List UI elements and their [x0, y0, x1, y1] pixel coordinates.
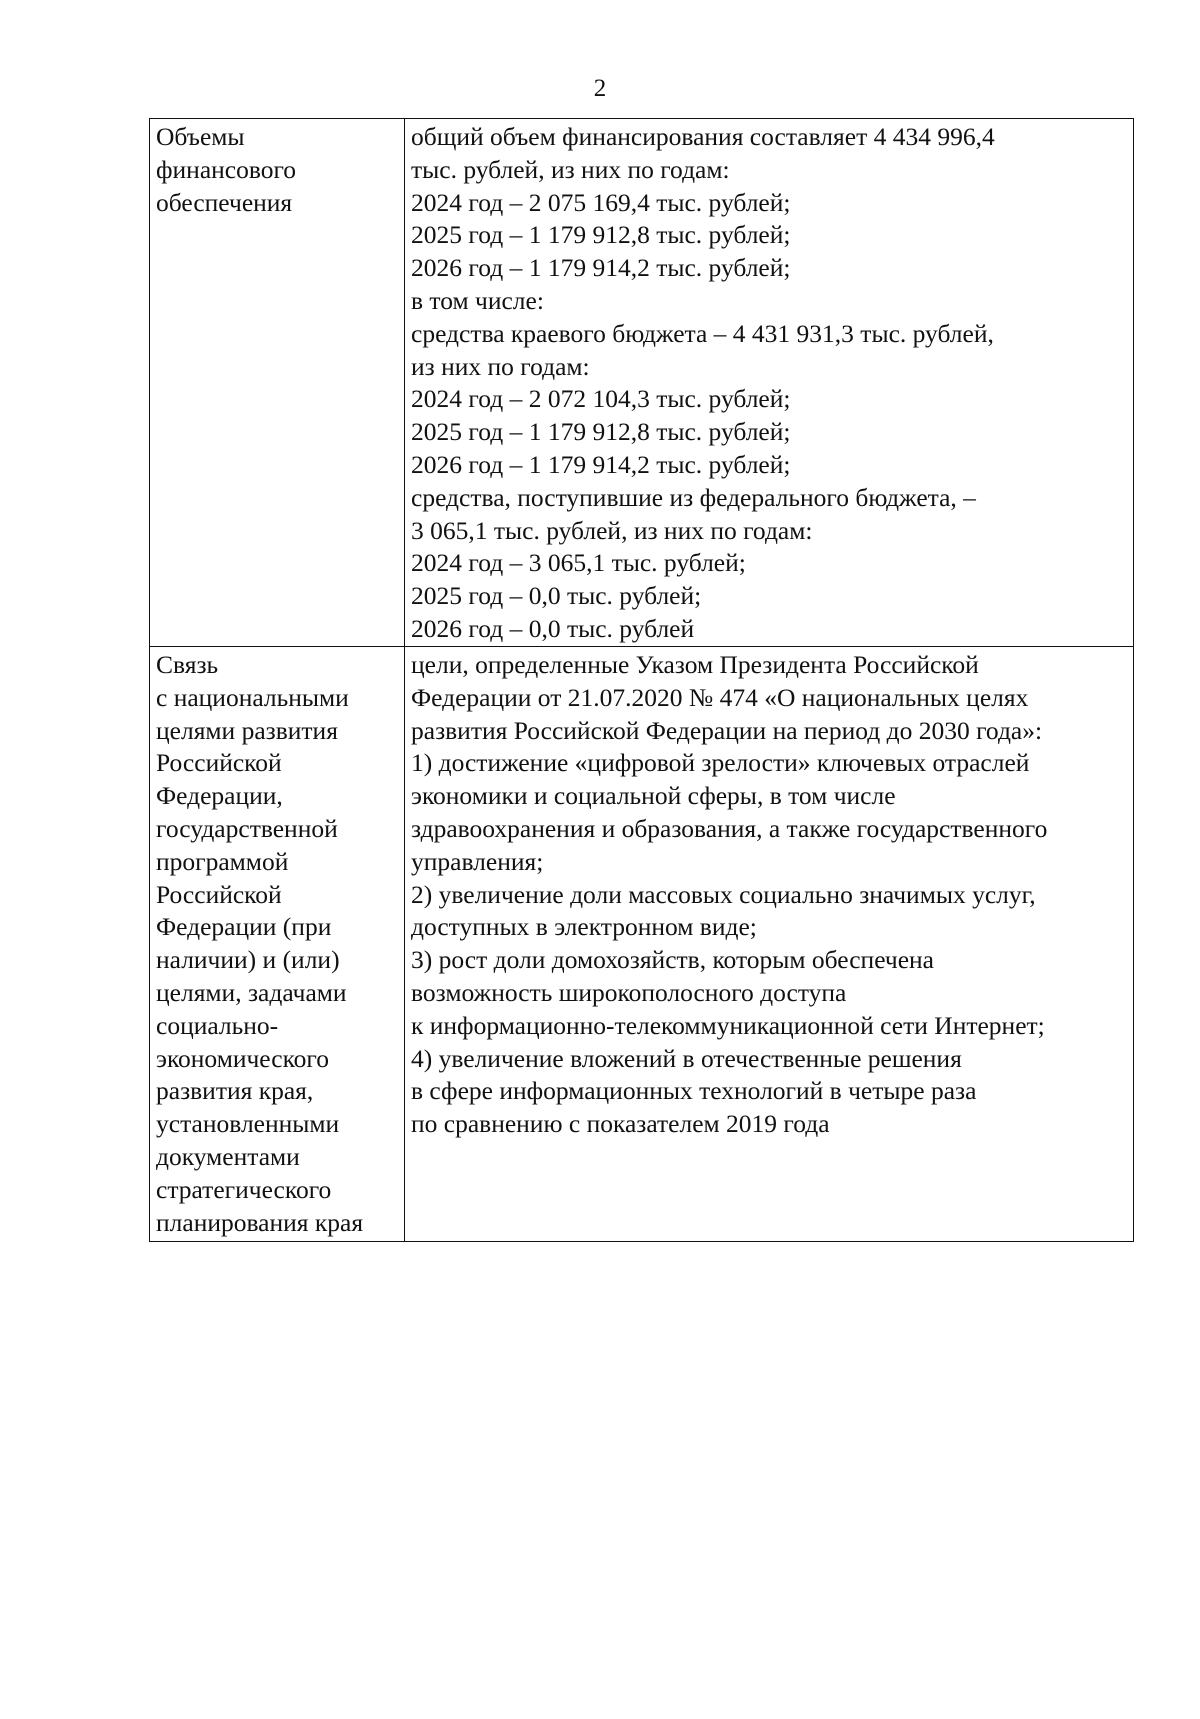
label-line: наличии) и (или) [156, 945, 340, 975]
content-line: средства, поступившие из федерального бюджета, – [411, 482, 976, 512]
label-line: целями, задачами [156, 977, 347, 1007]
content-line: по сравнению с показателем 2019 года [411, 1109, 830, 1139]
label-line: Федерации, [156, 781, 283, 811]
label-line: Российской [156, 748, 282, 778]
label-line: целями развития [156, 715, 338, 745]
page-number: 2 [593, 75, 607, 102]
content-line: 2024 год – 2 075 169,4 тыс. рублей; [411, 187, 791, 217]
content-line: развития Российской Федерации на период до 2030 года»: [411, 715, 1043, 745]
content-line: 2026 год – 1 179 914,2 тыс. рублей; [411, 449, 791, 479]
label-line: экономического [156, 1043, 329, 1073]
row-content-national-goals [405, 647, 1134, 1242]
label-line: развития края, [156, 1076, 314, 1106]
content-line: 2024 год – 3 065,1 тыс. рублей; [411, 548, 746, 578]
content-line: в том числе: [411, 285, 544, 315]
content-line: 2025 год – 1 179 912,8 тыс. рублей; [411, 220, 791, 250]
label-line: финансового [156, 154, 297, 184]
content-line: 1) достижение «цифровой зрелости» ключевых отраслей [411, 748, 1030, 778]
label-line: обеспечения [156, 187, 293, 217]
content-line: Федерации от 21.07.2020 № 474 «О национальных целях [411, 682, 1029, 712]
label-line: Объемы [156, 122, 245, 151]
label-line: установленными [156, 1109, 340, 1139]
content-line: тыс. рублей, из них по годам: [411, 154, 730, 184]
content-line: 3) рост доли домохозяйств, которым обеспечена [411, 945, 934, 975]
content-line: здравоохранения и образования, а также государственного [411, 813, 1048, 843]
label-line: социально- [156, 1010, 279, 1040]
content-line: 3 065,1 тыс. рублей, из них по годам: [411, 515, 813, 545]
label-line: с национальными [156, 682, 349, 712]
label-line: документами [156, 1141, 300, 1171]
table-row-financing [150, 119, 1134, 647]
label-line: программой [156, 846, 289, 876]
content-line: экономики и социальной сферы, в том числе [411, 781, 896, 811]
content-line: к информационно-телекоммуникационной сети Интернет; [411, 1010, 1045, 1040]
label-line: стратегического [156, 1174, 332, 1204]
row-content-financing [405, 119, 1134, 647]
content-line: 2025 год – 1 179 912,8 тыс. рублей; [411, 417, 791, 447]
content-line: цели, определенные Указом Президента Российской [411, 650, 979, 679]
content-line: 2) увеличение доли массовых социально значимых услуг, [411, 879, 1036, 909]
content-line: возможность широкополосного доступа [411, 977, 847, 1007]
content-line: 4) увеличение вложений в отечественные решения [411, 1043, 962, 1073]
content-line: средства краевого бюджета – 4 431 931,3 тыс. рублей, [411, 318, 994, 348]
content-line: 2025 год – 0,0 тыс. рублей; [411, 581, 702, 611]
row-label-national-goals [150, 647, 405, 1242]
table-row-national-goals [150, 647, 1134, 1242]
label-line: планирования края [156, 1207, 364, 1237]
label-line: государственной [156, 813, 338, 843]
content-line: 2026 год – 1 179 914,2 тыс. рублей; [411, 253, 791, 283]
row-label-financing [150, 119, 405, 647]
content-line: доступных в электронном виде; [411, 912, 757, 942]
label-line: Федерации (при [156, 912, 332, 942]
content-line: управления; [411, 846, 544, 876]
label-line: Российской [156, 879, 282, 909]
passport-table [149, 118, 1134, 1242]
content-line: 2024 год – 2 072 104,3 тыс. рублей; [411, 384, 791, 414]
content-line: из них по годам: [411, 351, 590, 381]
content-line: в сфере информационных технологий в четыре раза [411, 1076, 977, 1106]
content-line: общий объем финансирования составляет 4 434 996,4 [411, 122, 995, 151]
label-line: Связь [156, 650, 219, 679]
content-line: 2026 год – 0,0 тыс. рублей [411, 613, 695, 643]
